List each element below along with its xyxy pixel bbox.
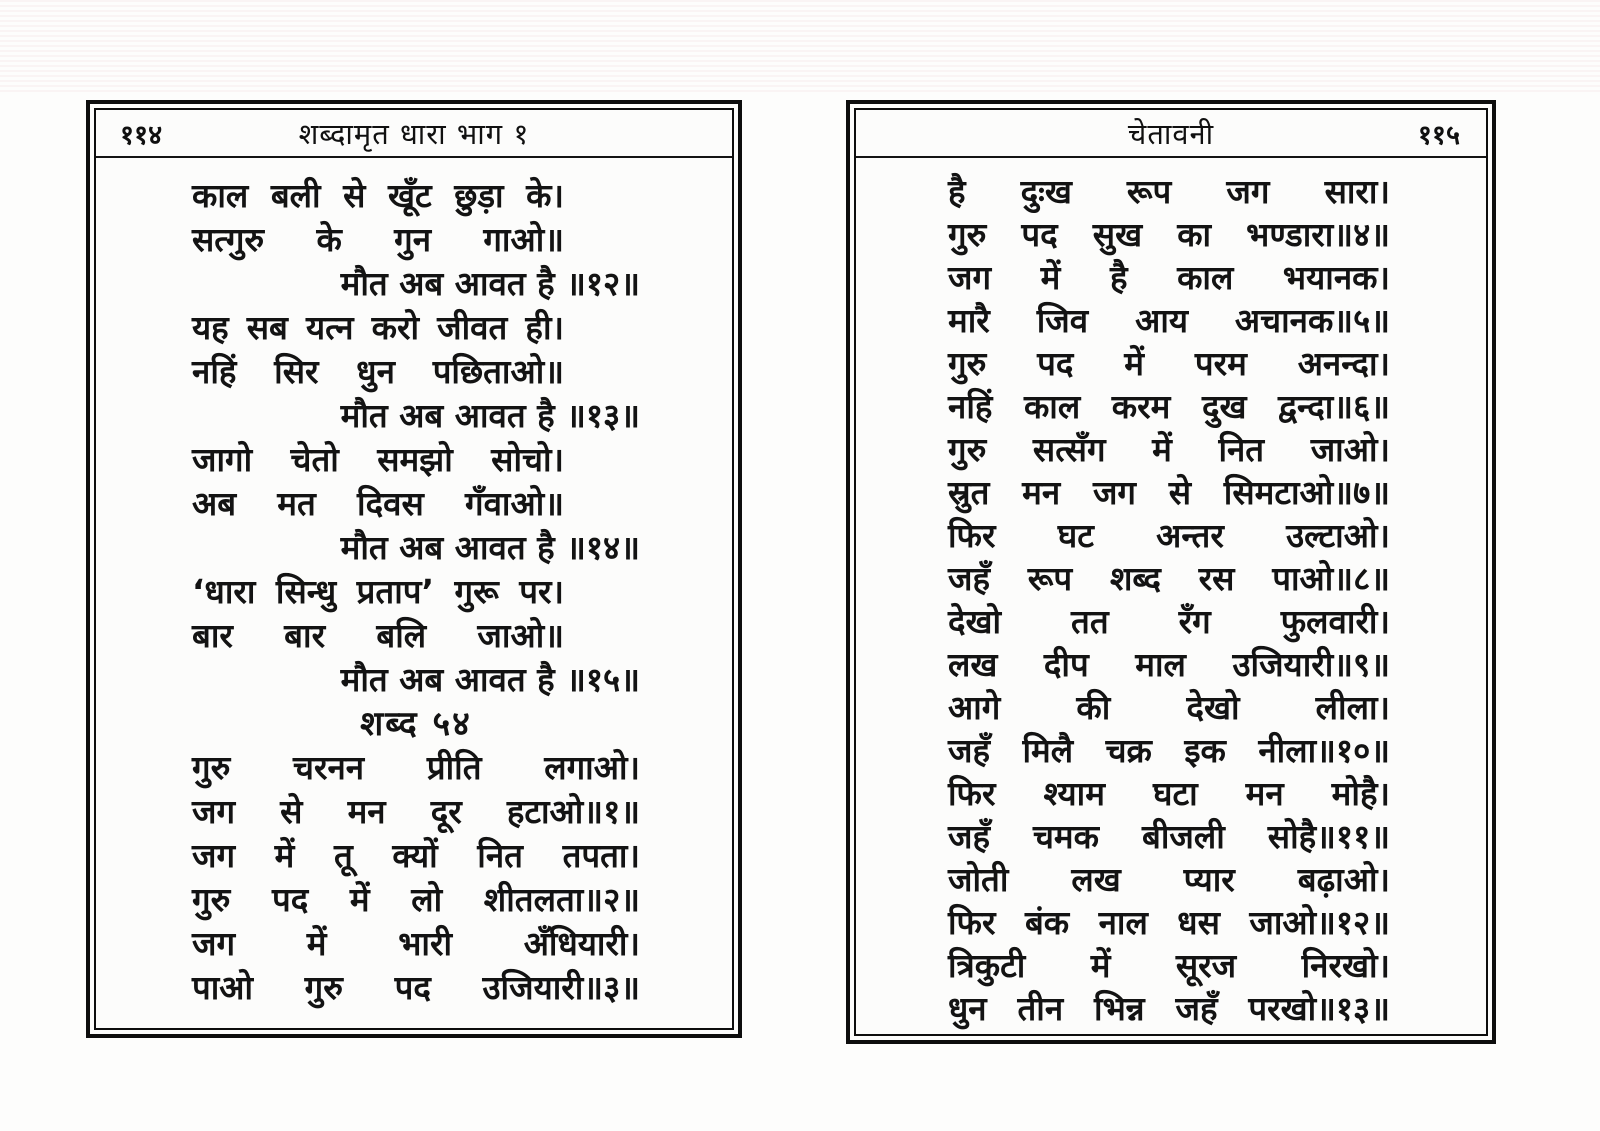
- scan-artifact-tint: [0, 0, 1600, 95]
- verse-line: काल बली से खूँट छुड़ा के।: [192, 176, 564, 215]
- verse-line: धुन तीन भिन्न जहँ परखो॥१३॥: [948, 989, 1390, 1028]
- verse-line: बार बार बलि जाओ॥: [192, 616, 564, 655]
- right-page-verse-block: [856, 158, 1486, 1034]
- verse-line: जहँ मिलै चक्र इक नीला॥१०॥: [948, 731, 1390, 770]
- verse-line: मौत अब आवत है ॥१४॥: [340, 528, 640, 567]
- verse-line: लख दीप माल उजियारी॥९॥: [948, 645, 1390, 684]
- verse-line: सत्गुरु के गुन गाओ॥: [192, 220, 564, 259]
- verse-line: जहँ रूप शब्द रस पाओ॥८॥: [948, 559, 1390, 598]
- right-page-running-title: चेतावनी: [1127, 116, 1215, 151]
- right-page-frame: [854, 108, 1488, 1036]
- verse-line: यह सब यत्न करो जीवत ही।: [192, 308, 564, 347]
- verse-line: जग में है काल भयानक।: [948, 258, 1390, 297]
- verse-line: गुरु पद में लो शीतलता॥२॥: [192, 880, 640, 919]
- left-page-running-title: शब्दामृत धारा भाग १: [298, 116, 530, 151]
- verse-line: गुरु सत्सँग में नित जाओ।: [948, 430, 1390, 469]
- verse-line: मौत अब आवत है ॥१५॥: [340, 660, 640, 699]
- verse-line: फिर घट अन्तर उल्टाओ।: [948, 516, 1390, 555]
- verse-line: है दुःख रूप जग सारा।: [948, 172, 1390, 211]
- verse-line: जग में भारी अँधियारी।: [192, 924, 640, 963]
- left-page-number: ११४: [120, 119, 163, 151]
- shabd-heading: शब्द ५४: [360, 704, 472, 744]
- verse-line: जोती लख प्यार बढ़ाओ।: [948, 860, 1390, 899]
- verse-line: नहिं सिर धुन पछिताओ॥: [192, 352, 564, 391]
- verse-line: जागो चेतो समझो सोचो।: [192, 440, 564, 479]
- verse-line: देखो तत रँग फुलवारी।: [948, 602, 1390, 641]
- verse-line: त्रिकुटी में सूरज निरखो।: [948, 946, 1390, 985]
- right-page: [846, 100, 1496, 1044]
- verse-line: स्रुत मन जग से सिमटाओ॥७॥: [948, 473, 1390, 512]
- left-page-header: [96, 110, 732, 158]
- verse-line: जग से मन दूर हटाओ॥१॥: [192, 792, 640, 831]
- verse-line: मारै जिव आय अचानक॥५॥: [948, 301, 1390, 340]
- verse-line: मौत अब आवत है ॥१३॥: [340, 396, 640, 435]
- left-page-frame: [94, 108, 734, 1030]
- verse-line: ‘धारा सिन्धु प्रताप’ गुरू पर।: [192, 572, 564, 611]
- verse-line: गुरु पद में परम अनन्दा।: [948, 344, 1390, 383]
- verse-line: जग में तू क्यों नित तपता।: [192, 836, 640, 875]
- verse-line: अब मत दिवस गँवाओ॥: [192, 484, 564, 523]
- left-page-verse-block: [96, 158, 732, 1028]
- right-page-number: ११५: [1417, 119, 1460, 151]
- verse-line: पाओ गुरु पद उजियारी॥३॥: [192, 968, 640, 1007]
- verse-line: मौत अब आवत है ॥१२॥: [340, 264, 640, 303]
- verse-line: आगे की देखो लीला।: [948, 688, 1390, 727]
- verse-line: जहँ चमक बीजली सोहै॥११॥: [948, 817, 1390, 856]
- verse-line: फिर श्याम घटा मन मोहै।: [948, 774, 1390, 813]
- verse-line: नहिं काल करम दुख द्वन्दा॥६॥: [948, 387, 1390, 426]
- left-page: [86, 100, 742, 1038]
- right-page-header: [856, 110, 1486, 158]
- verse-line: फिर बंक नाल धस जाओ॥१२॥: [948, 903, 1390, 942]
- verse-line: गुरु पद सुख का भण्डारा॥४॥: [948, 215, 1390, 254]
- verse-line: गुरु चरनन प्रीति लगाओ।: [192, 748, 640, 787]
